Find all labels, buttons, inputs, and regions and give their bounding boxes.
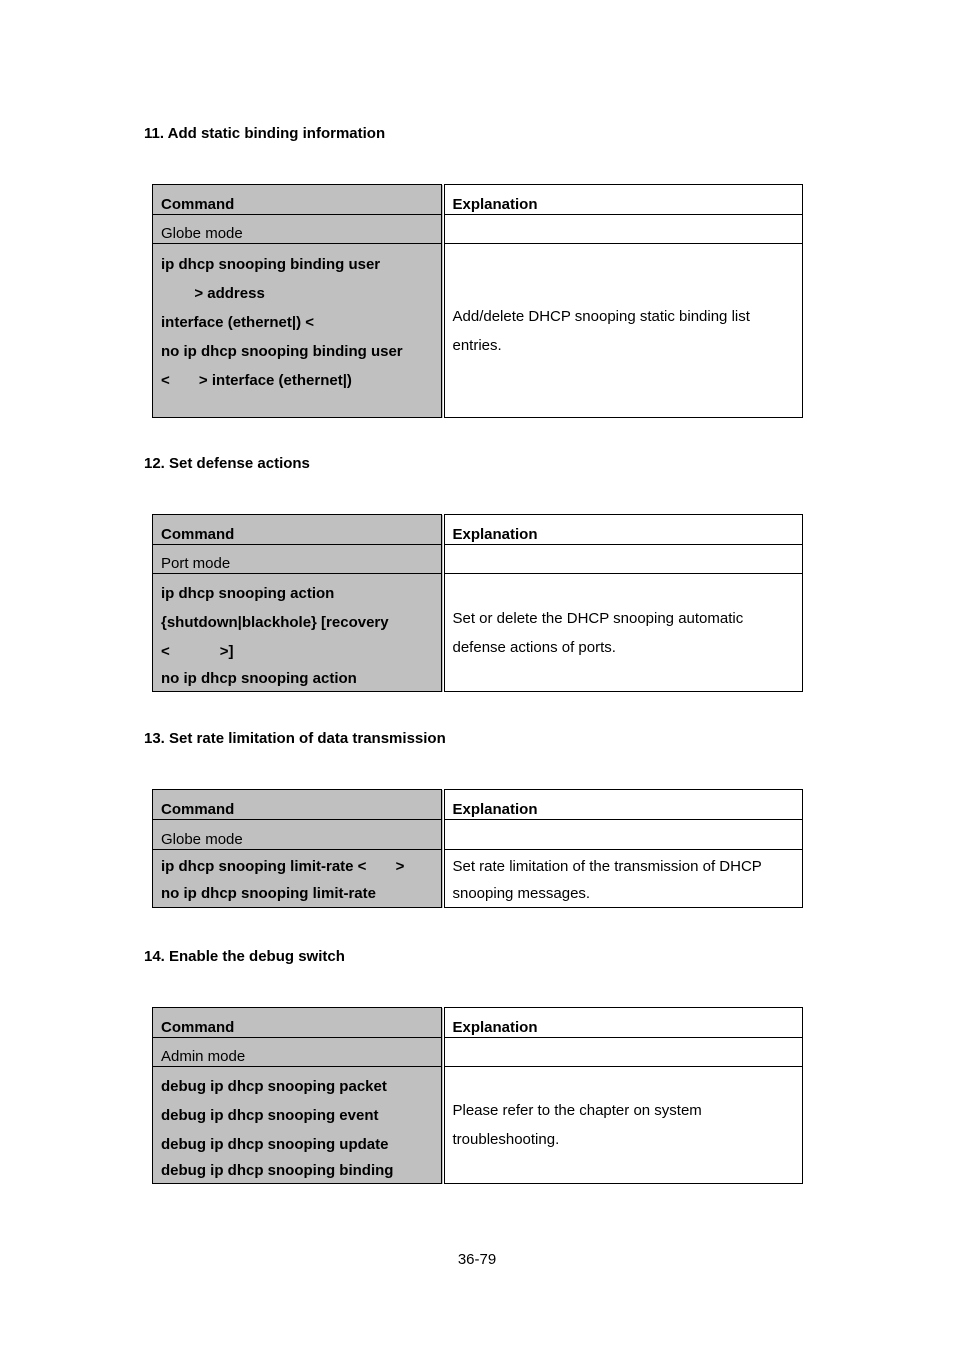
mode-cell: Port mode [153, 545, 443, 574]
command-line: {shutdown|blackhole} [recovery [161, 614, 389, 631]
table-header-row [153, 185, 803, 215]
mode-row [153, 215, 803, 244]
command-line: debug ip dhcp snooping packet [161, 1078, 387, 1095]
mode-cell: Admin mode [153, 1038, 443, 1067]
explanation-line: Please refer to the chapter on system [452, 1102, 702, 1119]
explanation-header: Explanation [443, 515, 803, 545]
section-11-title: 11. Add static binding information [144, 125, 386, 142]
command-line: ip dhcp snooping limit-rate < > [161, 858, 405, 875]
command-table-14 [152, 1007, 803, 1184]
explanation-cell [443, 850, 803, 908]
mode-empty-cell [443, 215, 803, 244]
command-line: ip dhcp snooping action [161, 585, 335, 602]
command-table-11 [152, 184, 803, 418]
explanation-cell [443, 1067, 803, 1184]
explanation-line: defense actions of ports. [452, 638, 616, 656]
mode-row [153, 545, 803, 574]
command-line: < > interface (ethernet|) [161, 372, 352, 389]
command-row [153, 244, 803, 418]
explanation-cell [443, 574, 803, 692]
command-line: < >] [161, 643, 234, 660]
mode-empty-cell [443, 545, 803, 574]
mode-empty-cell [443, 820, 803, 850]
explanation-header: Explanation [443, 790, 803, 820]
command-line: ip dhcp snooping binding user [161, 256, 381, 273]
mode-cell: Globe mode [153, 215, 443, 244]
page-number: 36-79 [457, 1251, 497, 1268]
section-13-title: 13. Set rate limitation of data transmission [144, 730, 446, 747]
explanation-header: Explanation [443, 1008, 803, 1038]
command-line: > address [161, 285, 265, 302]
command-row [153, 574, 803, 692]
command-header: Command [153, 790, 443, 820]
mode-empty-cell [443, 1038, 803, 1067]
explanation-line: Set or delete the DHCP snooping automatic [452, 609, 744, 627]
command-row [153, 1067, 803, 1184]
explanation-line: Add/delete DHCP snooping static binding list [452, 307, 750, 325]
command-cell [153, 574, 443, 692]
section-14-title: 14. Enable the debug switch [144, 948, 345, 965]
mode-cell: Globe mode [153, 820, 443, 850]
command-table-12 [152, 514, 803, 692]
table-header-row [153, 1008, 803, 1038]
table-header-row [153, 790, 803, 820]
command-line: no ip dhcp snooping limit-rate [161, 885, 376, 902]
explanation-line: snooping messages. [452, 885, 591, 902]
command-line: debug ip dhcp snooping update [161, 1136, 389, 1153]
command-line: debug ip dhcp snooping event [161, 1107, 379, 1124]
command-header: Command [153, 185, 443, 215]
explanation-line: Set rate limitation of the transmission of DHCP [452, 858, 762, 875]
section-12-title: 12. Set defense actions [144, 455, 310, 472]
mode-row [153, 820, 803, 850]
command-line: no ip dhcp snooping action [161, 670, 357, 687]
explanation-cell [443, 244, 803, 418]
command-cell [153, 850, 443, 908]
command-line: debug ip dhcp snooping binding [161, 1162, 394, 1179]
command-table-13 [152, 789, 803, 908]
command-line: no ip dhcp snooping binding user [161, 343, 403, 360]
mode-row [153, 1038, 803, 1067]
command-row [153, 850, 803, 908]
command-cell [153, 244, 443, 418]
explanation-line: troubleshooting. [452, 1131, 560, 1148]
command-header: Command [153, 515, 443, 545]
table-header-row [153, 515, 803, 545]
explanation-header: Explanation [443, 185, 803, 215]
command-cell [153, 1067, 443, 1184]
explanation-line: entries. [452, 336, 502, 354]
command-header: Command [153, 1008, 443, 1038]
command-line: interface (ethernet|) < [161, 314, 314, 331]
